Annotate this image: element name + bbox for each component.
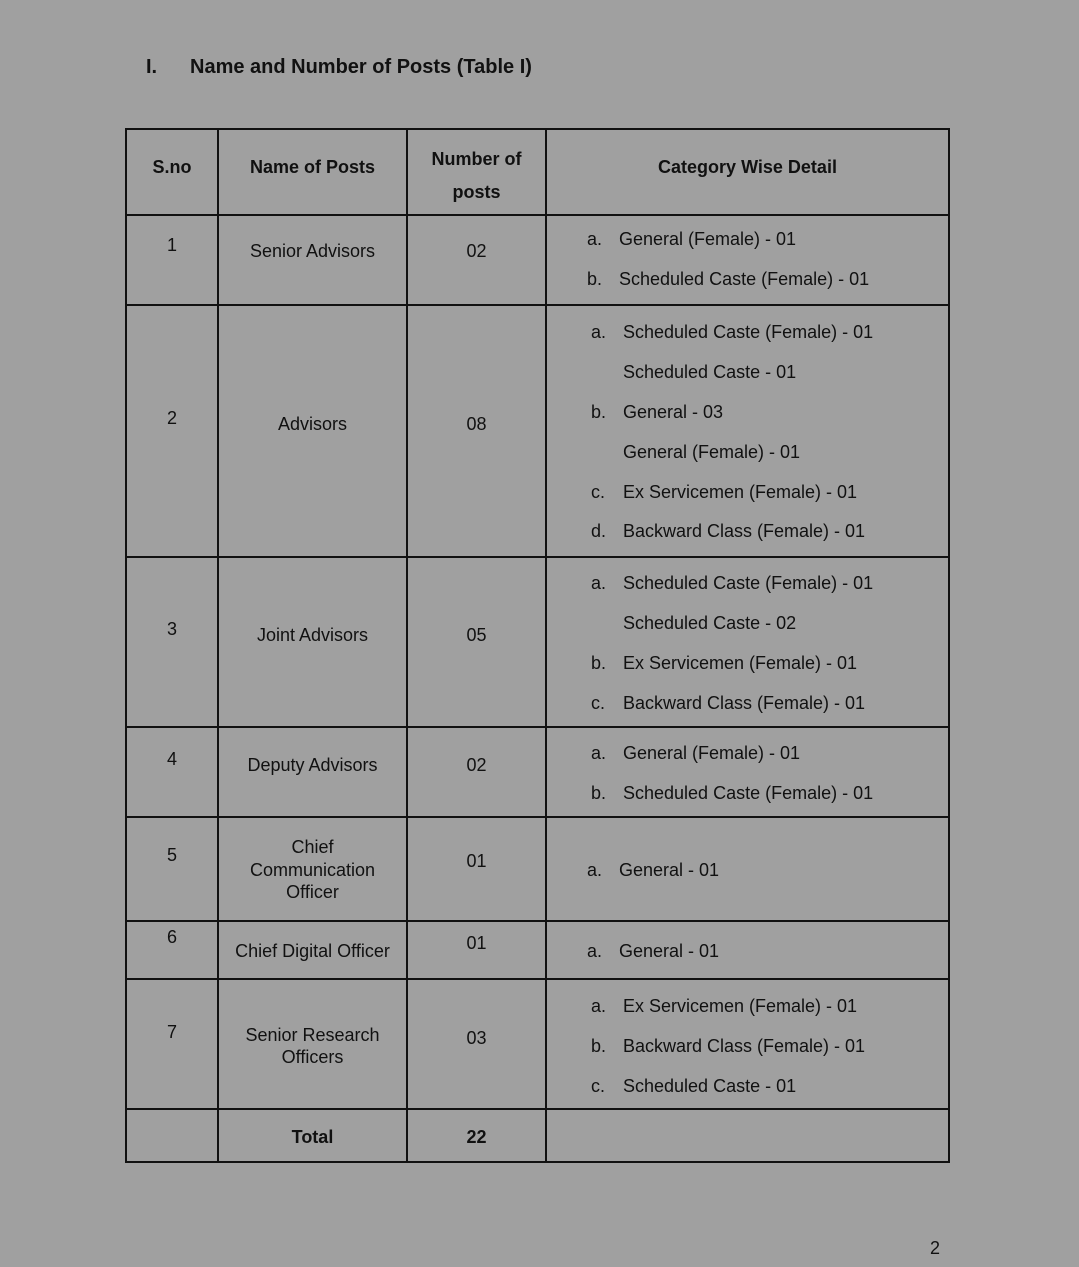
category-letter: a. <box>591 573 607 593</box>
table-rule <box>125 304 950 306</box>
header-number-line2: posts <box>452 182 501 202</box>
category-text: General - 01 <box>619 941 720 961</box>
row-post-count: 01 <box>466 933 487 953</box>
row-sno: 4 <box>166 749 177 769</box>
category-text: Scheduled Caste (Female) - 01 <box>623 783 874 803</box>
table-border <box>948 128 950 1163</box>
category-letter: a. <box>591 996 607 1016</box>
category-text: Backward Class (Female) - 01 <box>623 1036 866 1056</box>
posts-table <box>125 128 950 1163</box>
page-number: 2 <box>930 1238 941 1258</box>
header-sno: S.no <box>152 157 192 177</box>
header-number-line1: Number of <box>431 149 522 169</box>
category-letter: a. <box>587 941 603 961</box>
category-text: Ex Servicemen (Female) - 01 <box>623 482 858 502</box>
category-letter: b. <box>591 1036 607 1056</box>
table-border <box>125 128 950 130</box>
row-post-count: 02 <box>466 241 487 261</box>
category-text: Scheduled Caste - 01 <box>623 362 797 382</box>
row-post-name: Chief Digital Officer <box>235 941 390 961</box>
category-letter: a. <box>591 743 607 763</box>
row-sno: 7 <box>166 1022 177 1042</box>
header-category: Category Wise Detail <box>658 157 837 177</box>
category-text: General (Female) - 01 <box>623 743 801 763</box>
row-post-name: Officer <box>286 882 339 902</box>
category-text: Scheduled Caste (Female) - 01 <box>623 322 874 342</box>
header-name: Name of Posts <box>249 157 376 177</box>
category-text: Scheduled Caste - 01 <box>623 1076 797 1096</box>
row-sno: 2 <box>166 408 177 428</box>
category-letter: c. <box>591 693 606 713</box>
category-text: Ex Servicemen (Female) - 01 <box>623 653 858 673</box>
category-text: Backward Class (Female) - 01 <box>623 693 866 713</box>
row-post-count: 02 <box>466 755 487 775</box>
category-text: General - 01 <box>619 860 720 880</box>
section-number: I. <box>146 56 158 78</box>
category-letter: a. <box>587 860 603 880</box>
row-post-count: 03 <box>466 1028 487 1048</box>
row-post-name: Advisors <box>277 414 348 434</box>
category-letter: c. <box>591 482 606 502</box>
category-letter: b. <box>591 402 607 422</box>
row-post-count: 05 <box>466 625 487 645</box>
row-post-name: Officers <box>281 1047 344 1067</box>
table-rule <box>125 556 950 558</box>
row-sno: 3 <box>166 619 177 639</box>
category-text: Ex Servicemen (Female) - 01 <box>623 996 858 1016</box>
section-title: Name and Number of Posts (Table I) <box>190 56 532 78</box>
row-post-name: Senior Research <box>245 1025 380 1045</box>
table-rule <box>125 1108 950 1110</box>
row-post-name: Deputy Advisors <box>247 755 378 775</box>
table-rule <box>125 816 950 818</box>
category-letter: b. <box>587 269 603 289</box>
category-text: Backward Class (Female) - 01 <box>623 521 866 541</box>
category-text: General (Female) - 01 <box>619 229 797 249</box>
category-letter: d. <box>591 521 607 541</box>
category-text: General - 03 <box>623 402 724 422</box>
table-rule <box>125 214 950 216</box>
total-label: Total <box>291 1127 334 1147</box>
category-letter: a. <box>591 322 607 342</box>
category-text: General (Female) - 01 <box>623 442 801 462</box>
category-letter: b. <box>591 653 607 673</box>
category-text: Scheduled Caste - 02 <box>623 613 797 633</box>
table-border <box>125 128 127 1163</box>
category-letter: c. <box>591 1076 606 1096</box>
row-post-name: Senior Advisors <box>249 241 376 261</box>
table-rule <box>545 128 547 1163</box>
row-sno: 1 <box>166 235 177 255</box>
table-border <box>125 1161 950 1163</box>
row-post-name: Joint Advisors <box>256 625 369 645</box>
category-letter: b. <box>591 783 607 803</box>
category-letter: a. <box>587 229 603 249</box>
row-post-name: Communication <box>249 860 376 880</box>
category-text: Scheduled Caste (Female) - 01 <box>619 269 870 289</box>
table-rule <box>125 920 950 922</box>
category-text: Scheduled Caste (Female) - 01 <box>623 573 874 593</box>
row-post-count: 01 <box>466 851 487 871</box>
row-post-count: 08 <box>466 414 487 434</box>
total-number: 22 <box>466 1127 487 1147</box>
table-rule <box>125 726 950 728</box>
row-sno: 5 <box>166 845 177 865</box>
row-post-name: Chief <box>291 837 334 857</box>
table-rule <box>125 978 950 980</box>
row-sno: 6 <box>166 927 177 947</box>
